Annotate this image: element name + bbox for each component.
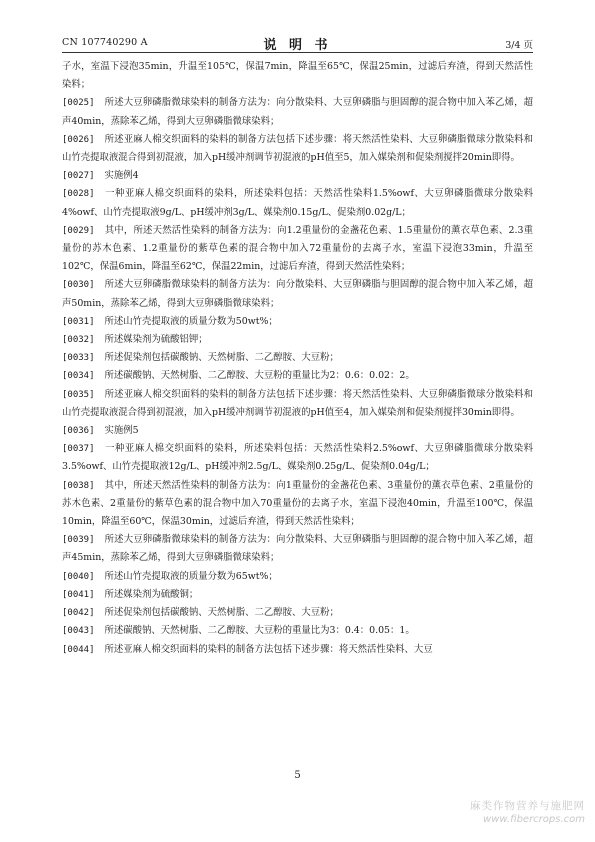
paragraph-text: 所述促染剂包括碳酸钠、天然树脂、二乙醇胺、大豆粉； bbox=[104, 352, 339, 364]
paragraph-number: [0028] bbox=[62, 189, 95, 200]
document-body bbox=[62, 58, 533, 659]
paragraph bbox=[62, 349, 533, 367]
paragraph-text: 一种亚麻人棉交织面料的染料，所述染料包括：天然活性染料2.5%owf、大豆卵磷脂微球分散染料3.5%owf、山竹壳提取液12g/L、pH缓冲剂2.5g/L、媒染剂0.25g/L、促染剂0.04g/L； bbox=[62, 443, 533, 473]
paragraph bbox=[62, 167, 533, 185]
paragraph-text: 所述促染剂包括碳酸钠、天然树脂、二乙醇胺、大豆粉； bbox=[104, 607, 339, 619]
paragraph bbox=[62, 276, 533, 312]
paragraph-number: [0040] bbox=[62, 571, 95, 582]
paragraph-number: [0039] bbox=[62, 535, 95, 546]
paragraph-number: [0033] bbox=[62, 353, 95, 364]
paragraph bbox=[62, 367, 533, 385]
paragraph-number: [0043] bbox=[62, 626, 95, 637]
watermark-name: 麻类作物营养与施肥网 bbox=[470, 800, 585, 812]
paragraph-number: [0035] bbox=[62, 389, 95, 400]
paragraph bbox=[62, 131, 533, 167]
watermark-url: www.fibercrops.com bbox=[483, 814, 585, 825]
paragraph bbox=[62, 222, 533, 277]
paragraph-text: 所述碳酸钠、天然树脂、二乙醇胺、大豆粉的重量比为2：0.6：0.02：2。 bbox=[104, 370, 415, 382]
page-ratio: 3/4 页 bbox=[505, 40, 533, 51]
paragraph-text: 所述大豆卵磷脂微球染料的制备方法为：向分散染料、大豆卵磷脂与胆固醇的混合物中加入苯乙烯，超声40min，蒸除苯乙烯，得到大豆卵磷脂微球染料； bbox=[62, 97, 533, 127]
paragraph-text: 所述大豆卵磷脂微球染料的制备方法为：向分散染料、大豆卵磷脂与胆固醇的混合物中加入苯乙烯，超声50min，蒸除苯乙烯，得到大豆卵磷脂微球染料； bbox=[62, 279, 533, 309]
paragraph-number: [0025] bbox=[62, 98, 95, 109]
paragraph-text: 所述亚麻人棉交织面料的染料的制备方法包括下述步骤：将天然活性染料、大豆卵磷脂微球分散染料和山竹壳提取液混合得到初混液，加入pH缓冲剂调节初混液的pH值至4，加入媒染剂和促染剂搅拌30min即得。 bbox=[62, 388, 533, 418]
site-watermark bbox=[470, 800, 585, 826]
paragraph-text: 所述山竹壳提取液的质量分数为65wt%； bbox=[104, 570, 278, 582]
paragraph-text: 所述媒染剂为硫酸铝钾； bbox=[104, 334, 208, 346]
paragraph-text: 所述大豆卵磷脂微球染料的制备方法为：向分散染料、大豆卵磷脂与胆固醇的混合物中加入苯乙烯，超声45min，蒸除苯乙烯，得到大豆卵磷脂微球染料； bbox=[62, 534, 533, 564]
paragraph bbox=[62, 313, 533, 331]
paragraph bbox=[62, 641, 533, 659]
continued-paragraph: 子水，室温下浸泡35min，升温至105℃，保温7min，降温至65℃，保温25min，过滤后弃渣，得到天然活性染料； bbox=[62, 61, 533, 91]
paragraph-number: [0034] bbox=[62, 371, 95, 382]
paragraph-number: [0030] bbox=[62, 280, 95, 291]
paragraph-number: [0026] bbox=[62, 134, 95, 145]
paragraph bbox=[62, 531, 533, 567]
paragraph bbox=[62, 622, 533, 640]
paragraph-text: 所述亚麻人棉交织面料的染料的制备方法包括下述步骤：将天然活性染料、大豆卵磷脂微球分散染料和山竹壳提取液混合得到初混液，加入pH缓冲剂调节初混液的pH值至5，加入媒染剂和促染剂搅拌20min即得。 bbox=[62, 133, 533, 164]
paragraph-number: [0029] bbox=[62, 225, 95, 236]
paragraph-text: 所述山竹壳提取液的质量分数为50wt%； bbox=[104, 315, 278, 327]
document-title: 说 明 书 bbox=[263, 38, 332, 53]
paragraph-text: 所述亚麻人棉交织面料的染料的制备方法包括下述步骤：将天然活性染料、大豆 bbox=[104, 643, 433, 655]
paragraph-text: 一种亚麻人棉交织面料的染料，所述染料包括：天然活性染料1.5%owf、大豆卵磷脂微球分散染料4%owf、山竹壳提取液9g/L、pH缓冲剂3g/L、媒染剂0.15g/L、促染剂0.02g/L； bbox=[62, 188, 533, 218]
paragraph bbox=[62, 94, 533, 130]
paragraph-text: 所述碳酸钠、天然树脂、二乙醇胺、大豆粉的重量比为3：0.4：0.05：1。 bbox=[104, 625, 415, 637]
paragraph-text: 所述媒染剂为硫酸铜； bbox=[104, 588, 199, 600]
paragraph-text: 实施例5 bbox=[104, 425, 139, 437]
paragraph bbox=[62, 185, 533, 221]
page-header bbox=[62, 34, 533, 53]
paragraph-text: 其中，所述天然活性染料的制备方法为：向1重量份的金盏花色素、3重量份的薰衣草色素、2重量份的苏木色素、2重量份的紫草色素的混合物中加入70重量份的去离子水，室温下浸泡40min，升温至100℃，保温10min，降温至60℃，保温30min，过滤后弃渣，得到天然活性染料； bbox=[62, 479, 533, 528]
paragraph-number: [0038] bbox=[62, 480, 95, 491]
paragraph bbox=[62, 568, 533, 586]
paragraph-number: [0031] bbox=[62, 316, 95, 327]
paragraph-number: [0041] bbox=[62, 589, 95, 600]
paragraph-number: [0037] bbox=[62, 444, 95, 455]
paragraph-text: 其中，所述天然活性染料的制备方法为：向1.2重量份的金盏花色素、1.5重量份的薰衣草色素、2.3重量份的苏木色素、1.2重量份的紫草色素的混合物中加入72重量份的去离子水，室温下浸泡33min，升温至102℃，保温6min，降温至62℃，保温22min，过滤后弃渣，得到天然活性染料； bbox=[62, 224, 533, 273]
paragraph-number: [0044] bbox=[62, 644, 95, 655]
paragraph bbox=[62, 386, 533, 422]
paragraph bbox=[62, 477, 533, 532]
paragraph-number: [0042] bbox=[62, 608, 95, 619]
paragraph-number: [0027] bbox=[62, 171, 95, 182]
document-code: CN 107740290 A bbox=[62, 37, 148, 48]
paragraph bbox=[62, 604, 533, 622]
page-number: 5 bbox=[294, 770, 301, 781]
paragraph-list bbox=[62, 94, 533, 658]
paragraph bbox=[62, 440, 533, 476]
paragraph-number: [0036] bbox=[62, 426, 95, 437]
paragraph bbox=[62, 331, 533, 349]
paragraph bbox=[62, 586, 533, 604]
paragraph bbox=[62, 422, 533, 440]
paragraph-text: 实施例4 bbox=[104, 170, 139, 182]
paragraph-number: [0032] bbox=[62, 335, 95, 346]
